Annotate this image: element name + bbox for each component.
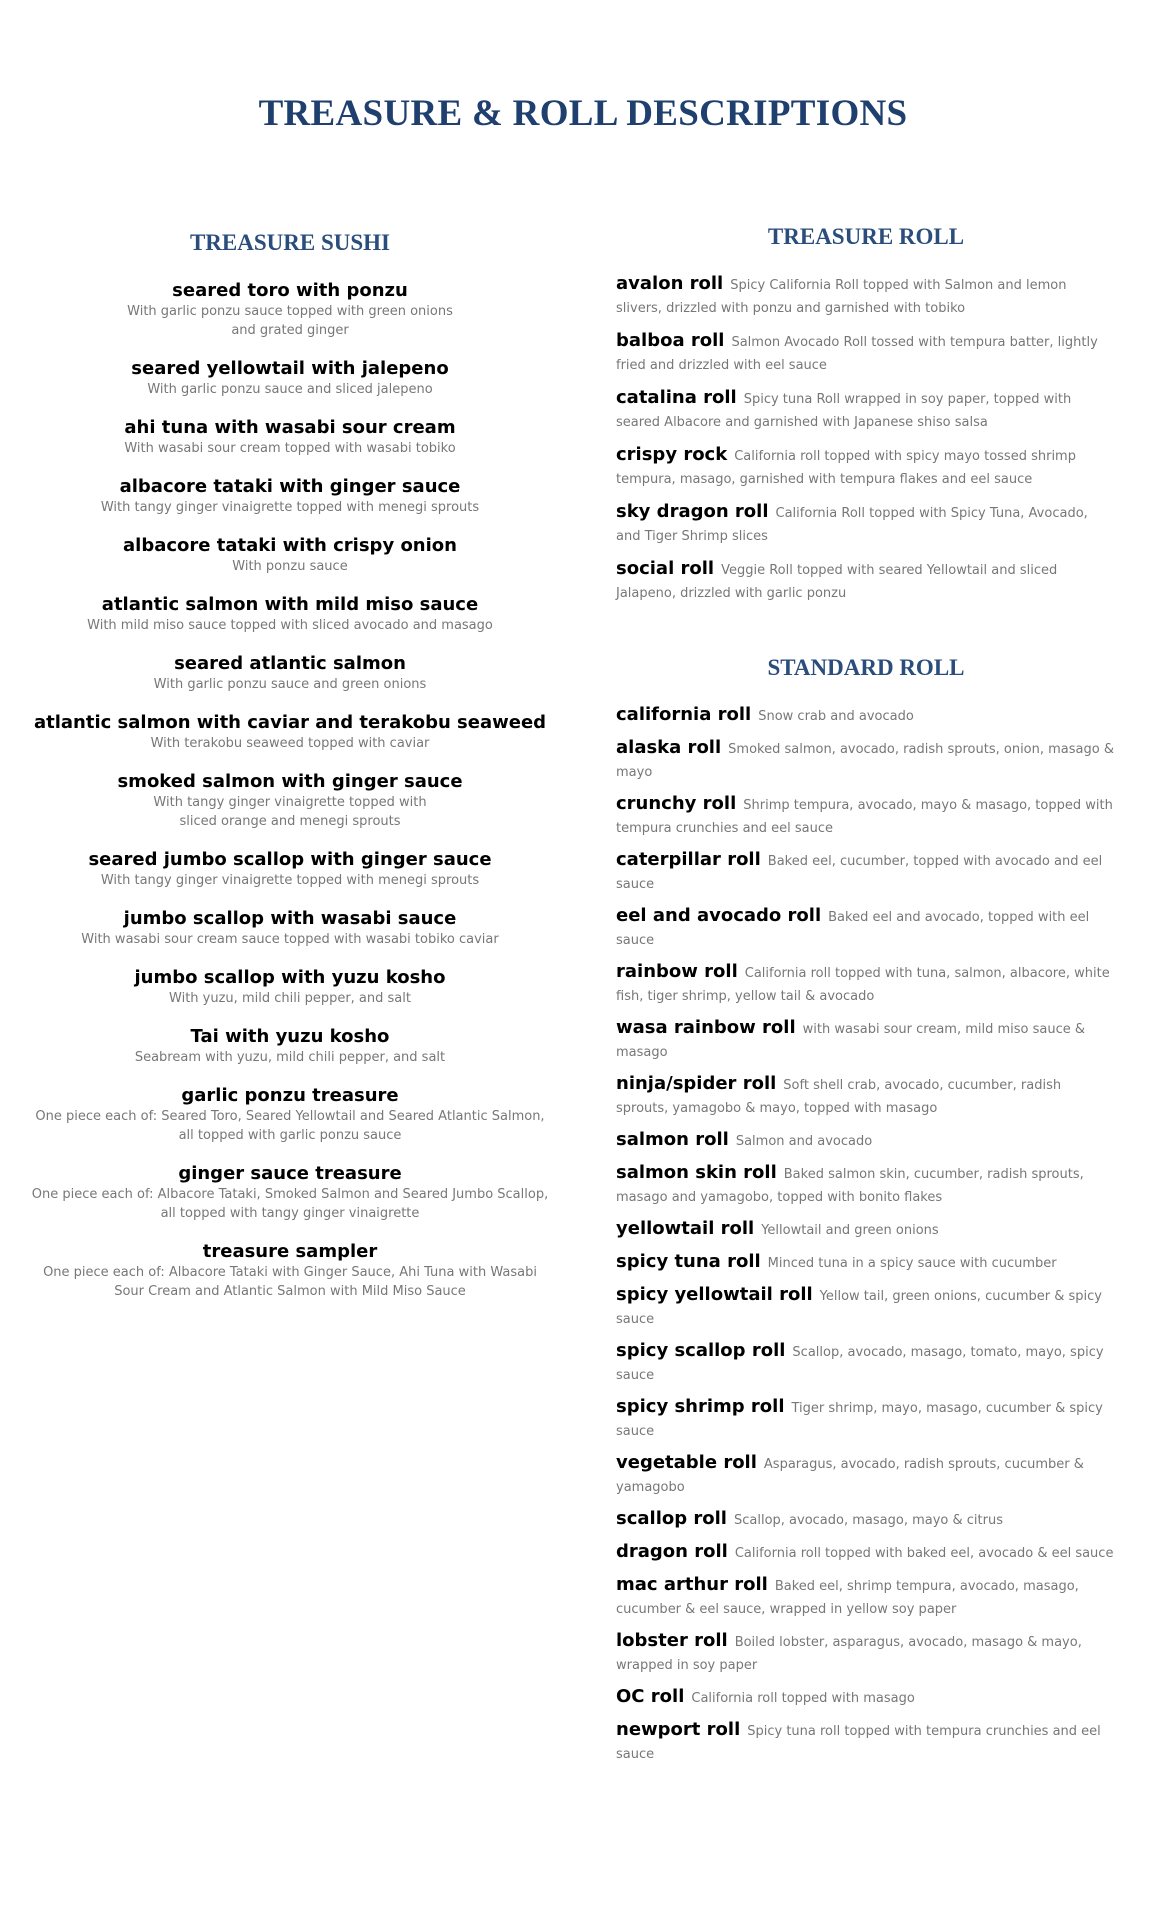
menu-item-description: Soft shell crab, avocado, cucumber, radish sprouts, yamagobo & mayo, topped with masago xyxy=(616,1078,1062,1116)
menu-item-name: Tai with yuzu kosho xyxy=(190,1026,390,1047)
menu-item xyxy=(616,558,1116,604)
menu-item xyxy=(616,737,1116,783)
menu-item xyxy=(616,1686,1116,1709)
menu-item-description: Yellowtail and green onions xyxy=(761,1223,939,1238)
treasure-roll-heading: TREASURE ROLL xyxy=(767,224,965,249)
menu-item-name: balboa roll xyxy=(616,330,725,351)
menu-item-description: Yellow tail, green onions, cucumber & spicy sauce xyxy=(616,1289,1102,1327)
menu-item-name: newport roll xyxy=(616,1719,741,1740)
page-title: TREASURE & ROLL DESCRIPTIONS xyxy=(258,93,908,134)
menu-item-name: seared atlantic salmon xyxy=(174,653,406,674)
menu-item-name: crunchy roll xyxy=(616,793,737,814)
menu-item-description: Baked eel, cucumber, topped with avocado and eel sauce xyxy=(616,854,1103,892)
menu-item-description: Spicy California Roll topped with Salmon and lemon slivers, drizzled with ponzu and garnished with tobiko xyxy=(616,278,1067,316)
menu-item-description: With yuzu, mild chili pepper, and salt xyxy=(169,991,411,1006)
menu-item xyxy=(616,1017,1116,1063)
menu-item-description: With wasabi sour cream topped with wasabi tobiko xyxy=(124,441,456,456)
menu-item xyxy=(30,1084,550,1145)
menu-item-description: Baked salmon skin, cucumber, radish sprouts, masago and yamagobo, topped with bonito flakes xyxy=(616,1167,1084,1205)
menu-item xyxy=(616,1218,1116,1241)
menu-item-name: avalon roll xyxy=(616,273,724,294)
menu-item xyxy=(30,1162,550,1223)
menu-item-name: scallop roll xyxy=(616,1508,727,1529)
menu-item-name: jumbo scallop with yuzu kosho xyxy=(134,967,446,988)
menu-item xyxy=(616,273,1116,319)
menu-item xyxy=(616,1251,1116,1274)
menu-item-description: California roll topped with spicy mayo tossed shrimp tempura, masago, garnished with tempura flakes and eel sauce xyxy=(616,449,1076,487)
menu-item-description: Seabream with yuzu, mild chili pepper, and salt xyxy=(134,1050,446,1065)
menu-item xyxy=(616,387,1116,433)
menu-item-description: One piece each of: Seared Toro, Seared Yellowtail and Seared Atlantic Salmon, all topped with garlic ponzu sauce xyxy=(35,1109,545,1143)
menu-item xyxy=(616,1508,1116,1531)
menu-item-description: with wasabi sour cream, mild miso sauce & masago xyxy=(616,1022,1086,1060)
menu-item-description: With tangy ginger vinaigrette topped with menegi sprouts xyxy=(100,873,480,888)
menu-item xyxy=(616,1129,1116,1152)
menu-item-name: catalina roll xyxy=(616,387,737,408)
menu-item xyxy=(616,1541,1116,1564)
menu-item-description: With garlic ponzu sauce and green onions xyxy=(153,677,427,692)
menu-item xyxy=(616,1630,1116,1676)
menu-item-description: With tangy ginger vinaigrette topped with menegi sprouts xyxy=(100,500,480,515)
menu-item-name: smoked salmon with ginger sauce xyxy=(117,771,463,792)
menu-item-description: Salmon Avocado Roll tossed with tempura batter, lightly fried and drizzled with eel sauce xyxy=(616,335,1098,373)
menu-item-description: California roll topped with masago xyxy=(691,1691,915,1706)
menu-item xyxy=(30,770,550,831)
menu-item-name: mac arthur roll xyxy=(616,1574,768,1595)
menu-item-description: Asparagus, avocado, radish sprouts, cucumber & yamagobo xyxy=(616,1457,1084,1495)
menu-item-name: garlic ponzu treasure xyxy=(181,1085,399,1106)
menu-item-name: seared jumbo scallop with ginger sauce xyxy=(88,849,492,870)
menu-item xyxy=(616,444,1116,490)
menu-item xyxy=(30,1025,550,1067)
menu-item xyxy=(30,475,550,517)
roll-sections xyxy=(616,224,1116,1775)
treasure-sushi-heading: TREASURE SUSHI xyxy=(189,230,391,255)
menu-item-name: spicy yellowtail roll xyxy=(616,1284,813,1305)
menu-item-name: salmon skin roll xyxy=(616,1162,777,1183)
menu-item-description: Smoked salmon, avocado, radish sprouts, onion, masago & mayo xyxy=(616,742,1114,780)
menu-item-description: Tiger shrimp, mayo, masago, cucumber & spicy sauce xyxy=(616,1401,1103,1439)
menu-item xyxy=(30,279,550,340)
menu-item-name: dragon roll xyxy=(616,1541,728,1562)
menu-item-description: Snow crab and avocado xyxy=(758,709,914,724)
menu-item xyxy=(616,704,1116,727)
menu-item xyxy=(30,652,550,694)
menu-item-description: With garlic ponzu sauce and sliced jalepeno xyxy=(147,382,433,397)
menu-item xyxy=(616,1284,1116,1330)
menu-item-description: With mild miso sauce topped with sliced avocado and masago xyxy=(87,618,493,633)
menu-item-name: alaska roll xyxy=(616,737,722,758)
menu-item xyxy=(30,711,550,753)
menu-item-description: Spicy tuna Roll wrapped in soy paper, topped with seared Albacore and garnished with Japanese shiso salsa xyxy=(616,392,1072,430)
menu-item-name: crispy rock xyxy=(616,444,728,465)
menu-item xyxy=(30,966,550,1008)
menu-item-description: Scallop, avocado, masago, mayo & citrus xyxy=(733,1513,1003,1528)
menu-item-name: california roll xyxy=(616,704,752,725)
menu-item-name: yellowtail roll xyxy=(616,1218,755,1239)
treasure-sushi-section xyxy=(30,230,550,1318)
menu-item-description: California Roll topped with Spicy Tuna, Avocado, and Tiger Shrimp slices xyxy=(616,506,1088,544)
menu-item-description: California roll topped with tuna, salmon, albacore, white fish, tiger shrimp, yellow tail & avocado xyxy=(616,966,1110,1004)
menu-item-description: California roll topped with baked eel, avocado & eel sauce xyxy=(734,1546,1114,1561)
menu-item xyxy=(30,357,550,399)
menu-item xyxy=(616,1162,1116,1208)
menu-item xyxy=(616,1719,1116,1765)
treasure-sushi-list xyxy=(30,279,550,1301)
standard-roll-list xyxy=(616,704,1116,1765)
menu-item-name: rainbow roll xyxy=(616,961,738,982)
menu-item-name: albacore tataki with ginger sauce xyxy=(119,476,461,497)
menu-item-description: With ponzu sauce xyxy=(232,559,348,574)
menu-item-description: Salmon and avocado xyxy=(735,1134,873,1149)
menu-item-description: One piece each of: Albacore Tataki with Ginger Sauce, Ahi Tuna with Wasabi Sour Cream and Atlantic Salmon with Mild Miso Sauce xyxy=(43,1265,537,1299)
menu-item xyxy=(616,1396,1116,1442)
menu-item-name: caterpillar roll xyxy=(616,849,761,870)
menu-item-name: social roll xyxy=(616,558,715,579)
menu-item-name: albacore tataki with crispy onion xyxy=(123,535,457,556)
menu-item-name: treasure sampler xyxy=(202,1241,378,1262)
menu-item-name: ninja/spider roll xyxy=(616,1073,777,1094)
menu-item-name: spicy scallop roll xyxy=(616,1340,786,1361)
menu-item-description: Veggie Roll topped with seared Yellowtail and sliced Jalapeno, drizzled with garlic ponzu xyxy=(616,563,1058,601)
menu-item-name: atlantic salmon with caviar and terakobu seaweed xyxy=(33,712,547,733)
menu-item xyxy=(30,907,550,949)
menu-item xyxy=(30,416,550,458)
menu-item xyxy=(616,1073,1116,1119)
menu-item-name: OC roll xyxy=(616,1686,685,1707)
menu-item-name: seared yellowtail with jalepeno xyxy=(131,358,449,379)
menu-item-description: With wasabi sour cream sauce topped with wasabi tobiko caviar xyxy=(81,932,499,947)
menu-item xyxy=(30,534,550,576)
menu-item-name: eel and avocado roll xyxy=(616,905,822,926)
menu-item-name: vegetable roll xyxy=(616,1452,757,1473)
standard-roll-heading: STANDARD ROLL xyxy=(767,655,965,680)
menu-item-name: spicy shrimp roll xyxy=(616,1396,785,1417)
menu-item xyxy=(616,905,1116,951)
menu-item-description: One piece each of: Albacore Tataki, Smoked Salmon and Seared Jumbo Scallop, all topped with tangy ginger vinaigrette xyxy=(31,1187,549,1221)
menu-item-description: Spicy tuna roll topped with tempura crunchies and eel sauce xyxy=(616,1724,1101,1762)
menu-item xyxy=(30,1240,550,1301)
menu-item-description: With garlic ponzu sauce topped with green onions and grated ginger xyxy=(127,304,453,338)
menu-item xyxy=(30,848,550,890)
menu-item-description: Baked eel and avocado, topped with eel sauce xyxy=(616,910,1090,948)
menu-item-description: Boiled lobster, asparagus, avocado, masago & mayo, wrapped in soy paper xyxy=(616,1635,1082,1673)
menu-item-name: ginger sauce treasure xyxy=(178,1163,402,1184)
menu-item-description: Shrimp tempura, avocado, mayo & masago, topped with tempura crunchies and eel sauce xyxy=(616,798,1113,836)
menu-item xyxy=(616,1340,1116,1386)
menu-item xyxy=(616,1574,1116,1620)
menu-item-description: Baked eel, shrimp tempura, avocado, masago, cucumber & eel sauce, wrapped in yellow soy paper xyxy=(616,1579,1079,1617)
menu-item xyxy=(30,593,550,635)
menu-item xyxy=(616,330,1116,376)
treasure-roll-list xyxy=(616,273,1116,604)
menu-item-name: sky dragon roll xyxy=(616,501,769,522)
menu-item-name: atlantic salmon with mild miso sauce xyxy=(101,594,479,615)
menu-item-description: Minced tuna in a spicy sauce with cucumber xyxy=(767,1256,1057,1271)
menu-item-name: seared toro with ponzu xyxy=(172,280,408,301)
menu-item-description: Scallop, avocado, masago, tomato, mayo, spicy sauce xyxy=(616,1345,1104,1383)
menu-item-name: spicy tuna roll xyxy=(616,1251,761,1272)
menu-item xyxy=(616,961,1116,1007)
menu-item xyxy=(616,849,1116,895)
menu-item-name: salmon roll xyxy=(616,1129,729,1150)
menu-item-name: jumbo scallop with wasabi sauce xyxy=(123,908,457,929)
menu-item xyxy=(616,793,1116,839)
menu-item-description: With terakobu seaweed topped with caviar xyxy=(150,736,430,751)
menu-item-description: With tangy ginger vinaigrette topped with sliced orange and menegi sprouts xyxy=(153,795,427,829)
menu-item xyxy=(616,501,1116,547)
menu-item-name: lobster roll xyxy=(616,1630,728,1651)
menu-item-name: wasa rainbow roll xyxy=(616,1017,796,1038)
menu-item-name: ahi tuna with wasabi sour cream xyxy=(124,417,456,438)
menu-item xyxy=(616,1452,1116,1498)
